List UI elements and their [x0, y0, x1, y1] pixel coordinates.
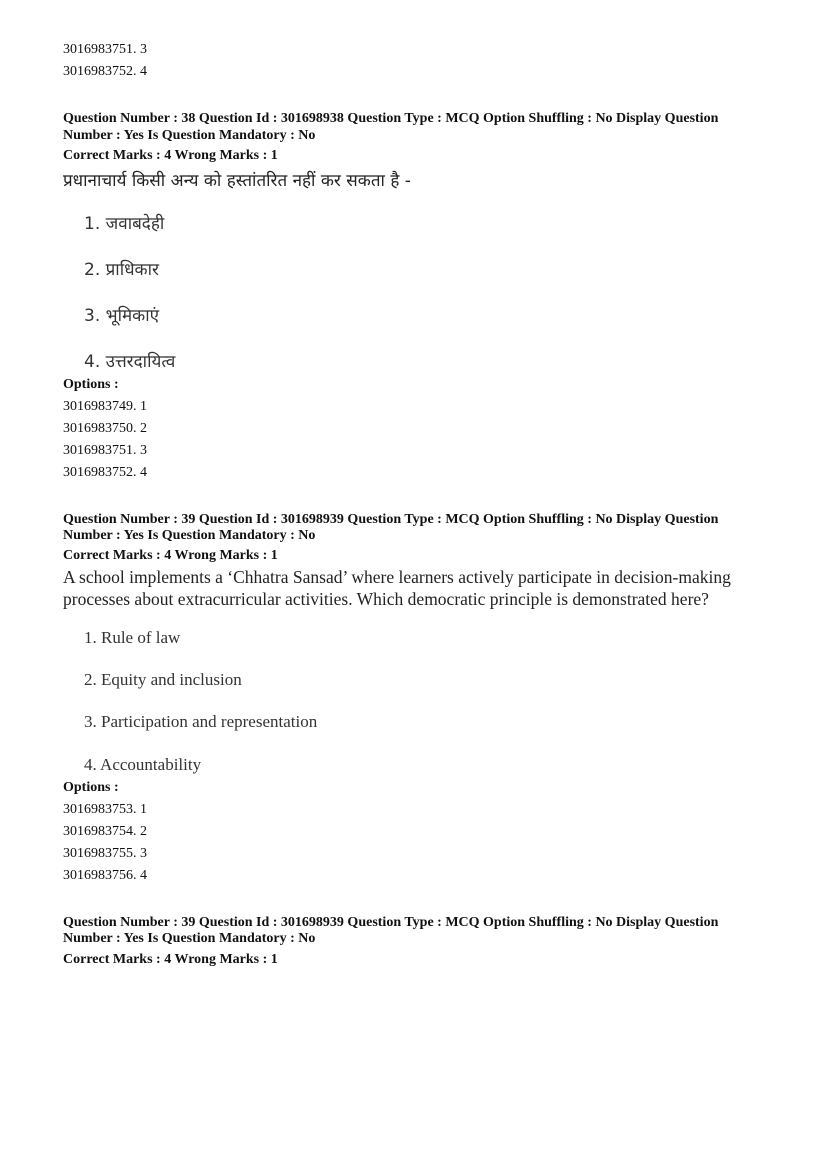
- choice-item: 4. Accountability: [84, 755, 202, 774]
- options-label: Options :: [63, 780, 119, 795]
- option-value: 4: [140, 64, 147, 79]
- option-row: [63, 845, 147, 862]
- option-row: [63, 801, 147, 818]
- option-value: 3: [140, 42, 147, 57]
- option-value: 3: [140, 846, 147, 861]
- question-marks: Correct Marks : 4 Wrong Marks : 1: [63, 952, 278, 967]
- option-value: 3: [140, 443, 147, 458]
- option-value: 1: [140, 802, 147, 817]
- option-row: [63, 867, 147, 884]
- option-id: 3016983751.: [63, 443, 137, 458]
- question-header: Question Number : 39 Question Id : 301698939 Question Type : MCQ Option Shuffling : No Display Question: [63, 915, 719, 930]
- option-id: 3016983749.: [63, 399, 137, 414]
- choice-item: 2. प्राधिकार: [84, 260, 159, 280]
- option-value: 4: [140, 868, 147, 883]
- question-header-cont: Number : Yes Is Question Mandatory : No: [63, 931, 316, 946]
- choice-item: 3. Participation and representation: [84, 712, 318, 731]
- option-row: [63, 63, 147, 80]
- choice-item: 1. Rule of law: [84, 628, 181, 647]
- question-text-line: processes about extracurricular activities. Which democratic principle is demonstrated here?: [63, 589, 709, 609]
- choice-item: 1. जवाबदेही: [84, 214, 165, 234]
- option-id: 3016983755.: [63, 846, 137, 861]
- option-value: 2: [140, 824, 147, 839]
- question-header: Question Number : 38 Question Id : 301698938 Question Type : MCQ Option Shuffling : No Display Question: [63, 111, 719, 126]
- option-row: [63, 464, 147, 481]
- choice-item: 4. उत्तरदायित्व: [84, 352, 176, 372]
- option-row: [63, 41, 147, 58]
- choice-item: 3. भूमिकाएं: [84, 306, 160, 326]
- option-value: 1: [140, 399, 147, 414]
- question-header-cont: Number : Yes Is Question Mandatory : No: [63, 128, 316, 143]
- option-id: 3016983754.: [63, 824, 137, 839]
- option-row: [63, 398, 147, 415]
- question-text-line: A school implements a ‘Chhatra Sansad’ where learners actively participate in decision-making: [63, 567, 731, 587]
- option-row: [63, 442, 147, 459]
- options-label: Options :: [63, 377, 119, 392]
- question-marks: Correct Marks : 4 Wrong Marks : 1: [63, 148, 278, 163]
- option-row: [63, 823, 147, 840]
- option-id: 3016983752.: [63, 465, 137, 480]
- option-id: 3016983756.: [63, 868, 137, 883]
- question-text: प्रधानाचार्य किसी अन्य को हस्तांतरित नहीं कर सकता है -: [63, 171, 411, 191]
- choice-item: 2. Equity and inclusion: [84, 670, 242, 689]
- option-id: 3016983751.: [63, 42, 137, 57]
- question-marks: Correct Marks : 4 Wrong Marks : 1: [63, 548, 278, 563]
- option-row: [63, 420, 147, 437]
- option-value: 4: [140, 465, 147, 480]
- question-header: Question Number : 39 Question Id : 301698939 Question Type : MCQ Option Shuffling : No Display Question: [63, 512, 719, 527]
- option-id: 3016983753.: [63, 802, 137, 817]
- option-id: 3016983750.: [63, 421, 137, 436]
- option-id: 3016983752.: [63, 64, 137, 79]
- question-header-cont: Number : Yes Is Question Mandatory : No: [63, 528, 316, 543]
- option-value: 2: [140, 421, 147, 436]
